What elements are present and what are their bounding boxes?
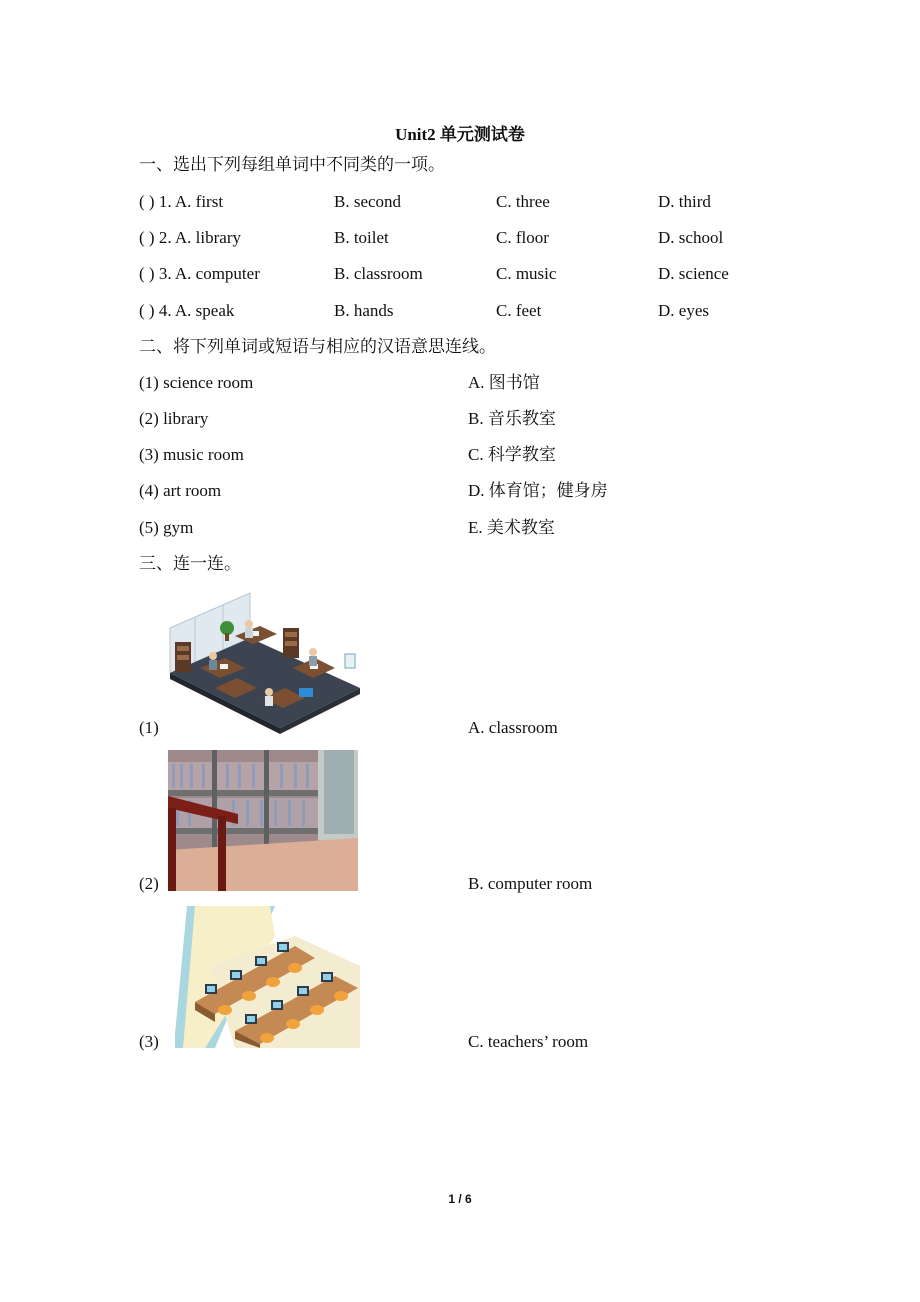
match-left-item: (4) art room xyxy=(139,481,222,500)
section1-heading: 一、选出下列每组单词中不同类的一项。 xyxy=(139,155,445,174)
section2-heading: 二、将下列单词或短语与相应的汉语意思连线。 xyxy=(139,337,496,356)
library-picture xyxy=(168,750,358,891)
room-option: B. computer room xyxy=(468,874,593,893)
q2-option-d: D. school xyxy=(658,228,724,247)
match-left-item: (2) library xyxy=(139,409,209,428)
q2-option-c: C. floor xyxy=(496,228,549,247)
computer-room-picture xyxy=(175,906,360,1048)
picture-label: (1) xyxy=(139,718,159,737)
q1-option-d: D. third xyxy=(658,192,711,211)
picture-label: (2) xyxy=(139,874,159,893)
q2-option-b: B. toilet xyxy=(334,228,389,247)
q1-option-c: C. three xyxy=(496,192,550,211)
room-option: A. classroom xyxy=(468,718,558,737)
q3-number-option-a: ( ) 3. A. computer xyxy=(139,264,260,283)
section3-heading: 三、连一连。 xyxy=(139,554,241,573)
match-right-item: B. 音乐教室 xyxy=(468,409,556,428)
room-option: C. teachers’ room xyxy=(468,1032,589,1051)
q3-option-d: D. science xyxy=(658,264,729,283)
match-right-item: E. 美术教室 xyxy=(468,518,555,537)
page-title: Unit2 单元测试卷 xyxy=(395,125,525,144)
match-left-item: (3) music room xyxy=(139,445,244,464)
q4-option-b: B. hands xyxy=(334,301,394,320)
q1-number-option-a: ( ) 1. A. first xyxy=(139,192,224,211)
page-number: 1 / 6 xyxy=(448,1192,472,1206)
match-right-item: D. 体育馆；健身房 xyxy=(468,481,608,500)
q3-option-b: B. classroom xyxy=(334,264,423,283)
q3-option-c: C. music xyxy=(496,264,557,283)
q4-option-c: C. feet xyxy=(496,301,542,320)
q1-option-b: B. second xyxy=(334,192,402,211)
match-right-item: A. 图书馆 xyxy=(468,373,540,392)
teachers-room-picture xyxy=(165,588,365,736)
q2-number-option-a: ( ) 2. A. library xyxy=(139,228,241,247)
match-left-item: (1) science room xyxy=(139,373,254,392)
q4-number-option-a: ( ) 4. A. speak xyxy=(139,301,235,320)
match-right-item: C. 科学教室 xyxy=(468,445,556,464)
match-left-item: (5) gym xyxy=(139,518,194,537)
q4-option-d: D. eyes xyxy=(658,301,709,320)
picture-label: (3) xyxy=(139,1032,159,1051)
